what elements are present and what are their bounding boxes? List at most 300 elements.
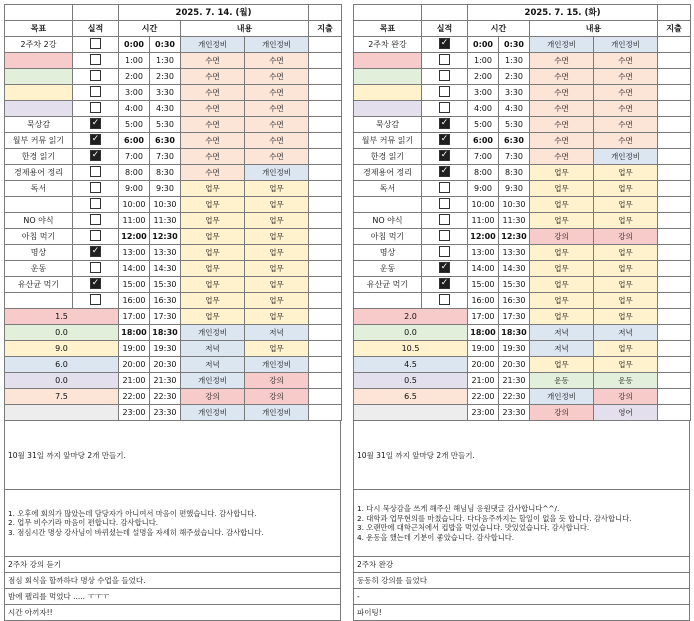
content-cell: 업무 — [530, 245, 594, 261]
done-header: 실적 — [422, 21, 468, 37]
content-cell: 저녁 — [594, 325, 658, 341]
time-start: 4:00 — [468, 101, 499, 117]
spend-cell — [309, 213, 342, 229]
goal-cell — [354, 69, 422, 85]
content-cell: 개인정비 — [530, 37, 594, 53]
done-cell — [73, 133, 119, 149]
checkbox-unchecked[interactable] — [439, 86, 450, 97]
time-start: 11:00 — [119, 213, 150, 229]
checkmark-icon: ✓ — [440, 37, 449, 48]
checkbox-unchecked[interactable] — [90, 198, 101, 209]
time-half: 6:30 — [499, 133, 530, 149]
goal-cell: 4.5 — [354, 357, 468, 373]
gratitude-line: 1. 다시 묵상감을 쓰게 해주신 해님님 응원댓글 감사합니다^^/. — [357, 504, 560, 513]
spend-cell — [658, 341, 691, 357]
spend-cell — [309, 165, 342, 181]
memo-line: 점심 회식을 할까하다 명상 수업을 들었다. — [5, 573, 341, 589]
time-half: 3:30 — [499, 85, 530, 101]
content-header: 내용 — [181, 21, 309, 37]
content-cell: 업무 — [594, 357, 658, 373]
time-start: 17:00 — [468, 309, 499, 325]
goal-cell — [5, 293, 73, 309]
checkmark-icon: ✓ — [91, 149, 100, 160]
goal-cell: 한경 읽기 — [354, 149, 422, 165]
time-start: 19:00 — [468, 341, 499, 357]
content-cell: 개인정비 — [594, 37, 658, 53]
time-start: 5:00 — [119, 117, 150, 133]
goal-cell: 6.0 — [5, 357, 119, 373]
schedule-row — [354, 117, 691, 133]
schedule-row — [5, 69, 342, 85]
content-cell: 수면 — [181, 149, 245, 165]
checkbox-unchecked[interactable] — [90, 86, 101, 97]
content-cell: 업무 — [530, 357, 594, 373]
time-header: 시간 — [468, 21, 530, 37]
checkbox-checked[interactable] — [439, 118, 450, 129]
time-start: 16:00 — [468, 293, 499, 309]
schedule-row — [5, 133, 342, 149]
time-start: 3:00 — [119, 85, 150, 101]
spend-cell — [658, 149, 691, 165]
gratitude-notes — [354, 490, 690, 557]
time-start: 10:00 — [119, 197, 150, 213]
time-half: 2:30 — [499, 69, 530, 85]
done-cell — [422, 85, 468, 101]
checkmark-icon: ✓ — [91, 117, 100, 128]
content-cell: 수면 — [530, 149, 594, 165]
content-cell: 업무 — [594, 293, 658, 309]
schedule-row — [5, 405, 342, 421]
checkbox-checked[interactable] — [439, 150, 450, 161]
spend-cell — [309, 229, 342, 245]
spend-cell — [309, 149, 342, 165]
goal-cell: 6.5 — [354, 389, 468, 405]
time-half: 15:30 — [499, 277, 530, 293]
checkbox-unchecked[interactable] — [439, 198, 450, 209]
content-cell: 개인정비 — [181, 373, 245, 389]
time-start: 14:00 — [468, 261, 499, 277]
spend-cell — [309, 117, 342, 133]
content-cell: 저녁 — [245, 325, 309, 341]
done-cell — [422, 229, 468, 245]
goal-cell — [354, 85, 422, 101]
time-half: 16:30 — [499, 293, 530, 309]
goal-header: 목표 — [354, 21, 422, 37]
time-half: 0:30 — [499, 37, 530, 53]
gratitude-line: 2. 업무 비수기라 마음이 편합니다. 감사합니다. — [8, 518, 159, 528]
goal-cell: 독서 — [5, 181, 73, 197]
day-panel-monday — [4, 4, 341, 621]
spend-cell — [658, 197, 691, 213]
checkbox-unchecked[interactable] — [90, 182, 101, 193]
schedule-row — [354, 405, 691, 421]
spend-cell — [309, 405, 342, 421]
spend-cell — [309, 37, 342, 53]
time-half: 4:30 — [499, 101, 530, 117]
goal-cell: 10.5 — [354, 341, 468, 357]
goal-cell — [354, 197, 422, 213]
time-half: 6:30 — [150, 133, 181, 149]
schedule-row — [354, 165, 691, 181]
time-start: 2:00 — [468, 69, 499, 85]
checkbox-unchecked[interactable] — [90, 166, 101, 177]
goal-cell: 월부 커뮤 읽기 — [354, 133, 422, 149]
content-cell: 강의 — [530, 229, 594, 245]
memo-line: 동동히 강의를 들었다 — [354, 573, 690, 589]
schedule-row — [354, 373, 691, 389]
goal-cell: 월부 커뮤 읽기 — [5, 133, 73, 149]
content-cell: 수면 — [245, 117, 309, 133]
schedule-row — [354, 149, 691, 165]
schedule-row — [5, 357, 342, 373]
schedule-row — [5, 245, 342, 261]
schedule-row — [5, 101, 342, 117]
content-cell: 개인정비 — [245, 165, 309, 181]
spend-cell — [309, 245, 342, 261]
blank-header — [309, 5, 342, 21]
time-start: 18:00 — [119, 325, 150, 341]
time-half: 8:30 — [499, 165, 530, 181]
checkbox-unchecked[interactable] — [439, 246, 450, 257]
schedule-row — [5, 213, 342, 229]
spend-cell — [658, 53, 691, 69]
time-half: 23:30 — [499, 405, 530, 421]
time-start: 4:00 — [119, 101, 150, 117]
day-panel-tuesday — [353, 4, 690, 621]
goal-cell: 유산균 먹기 — [5, 277, 73, 293]
content-cell: 업무 — [530, 261, 594, 277]
content-cell: 업무 — [181, 213, 245, 229]
spend-cell — [658, 373, 691, 389]
schedule-row — [5, 165, 342, 181]
spend-cell — [658, 85, 691, 101]
notes-table — [4, 420, 341, 621]
blank-header — [354, 5, 422, 21]
checkbox-checked[interactable] — [439, 38, 450, 49]
goal-cell — [5, 197, 73, 213]
time-half: 13:30 — [150, 245, 181, 261]
checkmark-icon: ✓ — [91, 277, 100, 288]
time-start: 6:00 — [468, 133, 499, 149]
checkbox-unchecked[interactable] — [439, 70, 450, 81]
goal-cell: 경제용어 정리 — [5, 165, 73, 181]
checkbox-checked[interactable] — [90, 246, 101, 257]
checkbox-unchecked[interactable] — [439, 230, 450, 241]
content-cell: 수면 — [530, 53, 594, 69]
checkbox-unchecked[interactable] — [90, 230, 101, 241]
content-cell: 업무 — [181, 229, 245, 245]
done-cell — [73, 245, 119, 261]
time-half: 10:30 — [499, 197, 530, 213]
spend-cell — [309, 181, 342, 197]
content-cell: 업무 — [530, 197, 594, 213]
checkbox-unchecked[interactable] — [90, 54, 101, 65]
checkbox-checked[interactable] — [439, 262, 450, 273]
goal-note: 10월 31일 까지 앞마당 2개 만들기. — [354, 421, 690, 490]
content-cell: 강의 — [594, 389, 658, 405]
checkbox-checked[interactable] — [90, 134, 101, 145]
memo-line: - — [354, 589, 690, 605]
schedule-row — [5, 261, 342, 277]
content-cell: 강의 — [594, 229, 658, 245]
time-half: 19:30 — [499, 341, 530, 357]
spend-cell — [658, 245, 691, 261]
goal-cell: 묵상감 — [354, 117, 422, 133]
done-cell — [73, 37, 119, 53]
goal-cell: 운동 — [354, 261, 422, 277]
schedule-row — [354, 325, 691, 341]
spend-cell — [658, 101, 691, 117]
schedule-row — [5, 373, 342, 389]
content-cell: 수면 — [181, 85, 245, 101]
content-cell: 업무 — [181, 293, 245, 309]
checkbox-checked[interactable] — [90, 278, 101, 289]
content-cell: 업무 — [181, 261, 245, 277]
time-start: 3:00 — [468, 85, 499, 101]
content-cell: 수면 — [594, 69, 658, 85]
content-cell: 수면 — [245, 101, 309, 117]
memo-line: 2주차 완강 — [354, 557, 690, 573]
time-half: 7:30 — [499, 149, 530, 165]
blank-header — [5, 5, 73, 21]
done-cell — [422, 181, 468, 197]
goal-cell: 독서 — [354, 181, 422, 197]
checkbox-unchecked[interactable] — [90, 214, 101, 225]
goal-cell: 묵상감 — [5, 117, 73, 133]
schedule-row — [5, 325, 342, 341]
schedule-row — [5, 309, 342, 325]
goal-cell: NO 야식 — [5, 213, 73, 229]
content-cell: 운동 — [530, 373, 594, 389]
done-cell — [422, 37, 468, 53]
done-cell — [422, 245, 468, 261]
spend-cell — [658, 277, 691, 293]
time-start: 12:00 — [119, 229, 150, 245]
checkbox-checked[interactable] — [90, 118, 101, 129]
time-start: 8:00 — [119, 165, 150, 181]
planner-table — [4, 4, 342, 421]
time-start: 7:00 — [468, 149, 499, 165]
goal-note: 10월 31일 까지 앞마당 2개 만들기. — [5, 421, 341, 490]
done-cell — [422, 197, 468, 213]
checkbox-unchecked[interactable] — [439, 54, 450, 65]
content-cell: 수면 — [181, 117, 245, 133]
content-cell: 수면 — [181, 133, 245, 149]
done-cell — [422, 293, 468, 309]
checkbox-unchecked[interactable] — [439, 214, 450, 225]
time-half: 18:30 — [150, 325, 181, 341]
content-cell: 수면 — [530, 117, 594, 133]
content-cell: 업무 — [181, 309, 245, 325]
time-half: 8:30 — [150, 165, 181, 181]
spend-cell — [309, 133, 342, 149]
time-half: 23:30 — [150, 405, 181, 421]
content-cell: 개인정비 — [530, 389, 594, 405]
content-cell: 영어 — [594, 405, 658, 421]
done-cell — [422, 117, 468, 133]
time-start: 15:00 — [468, 277, 499, 293]
time-half: 18:30 — [499, 325, 530, 341]
checkbox-checked[interactable] — [90, 150, 101, 161]
content-cell: 업무 — [245, 181, 309, 197]
checkbox-unchecked[interactable] — [90, 294, 101, 305]
content-cell: 업무 — [181, 277, 245, 293]
time-start: 16:00 — [119, 293, 150, 309]
goal-cell — [354, 405, 468, 421]
goal-cell: 한경 읽기 — [5, 149, 73, 165]
date-header: 2025. 7. 15. (화) — [468, 5, 658, 21]
checkbox-checked[interactable] — [439, 134, 450, 145]
gratitude-line: 3. 점심시간 명상 강사님이 바뀌셨는데 설명을 자세히 해주셨습니다. 감사합니다. — [8, 527, 264, 537]
content-cell: 업무 — [245, 293, 309, 309]
time-start: 22:00 — [119, 389, 150, 405]
content-cell: 수면 — [245, 53, 309, 69]
goal-cell: NO 야식 — [354, 213, 422, 229]
time-half: 11:30 — [499, 213, 530, 229]
goal-cell: 1.5 — [5, 309, 119, 325]
schedule-row — [5, 277, 342, 293]
time-half: 9:30 — [150, 181, 181, 197]
time-start: 19:00 — [119, 341, 150, 357]
checkbox-unchecked[interactable] — [90, 102, 101, 113]
content-cell: 업무 — [594, 197, 658, 213]
memo-line: 파이팅! — [354, 605, 690, 621]
content-cell: 저녁 — [530, 341, 594, 357]
goal-cell — [354, 53, 422, 69]
checkmark-icon: ✓ — [91, 133, 100, 144]
time-half: 7:30 — [150, 149, 181, 165]
content-cell: 업무 — [594, 245, 658, 261]
content-cell: 업무 — [245, 229, 309, 245]
content-cell: 수면 — [181, 101, 245, 117]
content-cell: 수면 — [594, 101, 658, 117]
time-start: 1:00 — [119, 53, 150, 69]
done-cell — [73, 149, 119, 165]
spend-cell — [658, 69, 691, 85]
time-half: 12:30 — [150, 229, 181, 245]
spend-cell — [309, 277, 342, 293]
goal-cell — [5, 405, 119, 421]
gratitude-line: 2. 대학과 업무현의를 마쳤습니다. 다다음주까지는 할일이 없을 듯 합니다. 감사합니다. — [357, 513, 632, 523]
time-half: 20:30 — [499, 357, 530, 373]
spend-cell — [658, 37, 691, 53]
content-cell: 개인정비 — [181, 37, 245, 53]
checkbox-unchecked[interactable] — [90, 70, 101, 81]
done-cell — [422, 149, 468, 165]
content-cell: 저녁 — [181, 341, 245, 357]
schedule-row — [354, 101, 691, 117]
content-cell: 업무 — [530, 277, 594, 293]
time-start: 18:00 — [468, 325, 499, 341]
checkbox-unchecked[interactable] — [439, 182, 450, 193]
spend-cell — [309, 341, 342, 357]
spend-cell — [658, 389, 691, 405]
checkbox-unchecked[interactable] — [439, 294, 450, 305]
done-cell — [422, 261, 468, 277]
goal-cell — [5, 69, 73, 85]
content-cell: 수면 — [245, 149, 309, 165]
checkmark-icon: ✓ — [440, 165, 449, 176]
done-cell — [73, 53, 119, 69]
memo-line: 2주차 강의 듣기 — [5, 557, 341, 573]
spend-cell — [658, 213, 691, 229]
time-half: 16:30 — [150, 293, 181, 309]
done-cell — [422, 213, 468, 229]
time-start: 8:00 — [468, 165, 499, 181]
content-cell: 업무 — [594, 261, 658, 277]
gratitude-notes — [5, 490, 341, 557]
done-cell — [422, 69, 468, 85]
spend-header: 지출 — [658, 21, 691, 37]
schedule-row — [5, 37, 342, 53]
content-cell: 업무 — [245, 213, 309, 229]
schedule-row — [5, 85, 342, 101]
schedule-row — [354, 229, 691, 245]
time-start: 13:00 — [119, 245, 150, 261]
schedule-row — [5, 53, 342, 69]
time-start: 12:00 — [468, 229, 499, 245]
goal-cell: 0.5 — [354, 373, 468, 389]
time-half: 15:30 — [150, 277, 181, 293]
spend-cell — [309, 389, 342, 405]
content-cell: 개인정비 — [181, 405, 245, 421]
schedule-row — [354, 245, 691, 261]
spend-cell — [658, 357, 691, 373]
time-start: 13:00 — [468, 245, 499, 261]
schedule-row — [354, 69, 691, 85]
content-cell: 강의 — [245, 373, 309, 389]
content-cell: 개인정비 — [245, 405, 309, 421]
goal-cell: 2주차 완강 — [354, 37, 422, 53]
checkbox-unchecked[interactable] — [90, 262, 101, 273]
checkbox-checked[interactable] — [439, 166, 450, 177]
checkbox-unchecked[interactable] — [439, 102, 450, 113]
checkbox-checked[interactable] — [439, 278, 450, 289]
done-cell — [73, 277, 119, 293]
time-start: 5:00 — [468, 117, 499, 133]
spend-cell — [658, 165, 691, 181]
time-half: 1:30 — [150, 53, 181, 69]
goal-cell: 운동 — [5, 261, 73, 277]
time-start: 9:00 — [468, 181, 499, 197]
time-start: 14:00 — [119, 261, 150, 277]
time-half: 21:30 — [150, 373, 181, 389]
time-start: 20:00 — [119, 357, 150, 373]
done-cell — [73, 165, 119, 181]
time-half: 1:30 — [499, 53, 530, 69]
blank-header — [658, 5, 691, 21]
spend-cell — [309, 101, 342, 117]
schedule-row — [354, 341, 691, 357]
content-cell: 업무 — [245, 341, 309, 357]
goal-cell: 경제용어 정리 — [354, 165, 422, 181]
time-half: 17:30 — [499, 309, 530, 325]
done-cell — [73, 213, 119, 229]
time-half: 5:30 — [150, 117, 181, 133]
time-half: 3:30 — [150, 85, 181, 101]
goal-cell: 0.0 — [5, 325, 119, 341]
content-cell: 운동 — [594, 373, 658, 389]
checkbox-unchecked[interactable] — [90, 38, 101, 49]
content-cell: 저녁 — [530, 325, 594, 341]
time-half: 20:30 — [150, 357, 181, 373]
spend-cell — [309, 373, 342, 389]
schedule-row — [354, 181, 691, 197]
content-cell: 업무 — [181, 245, 245, 261]
done-cell — [73, 261, 119, 277]
done-cell — [73, 117, 119, 133]
checkmark-icon: ✓ — [440, 133, 449, 144]
